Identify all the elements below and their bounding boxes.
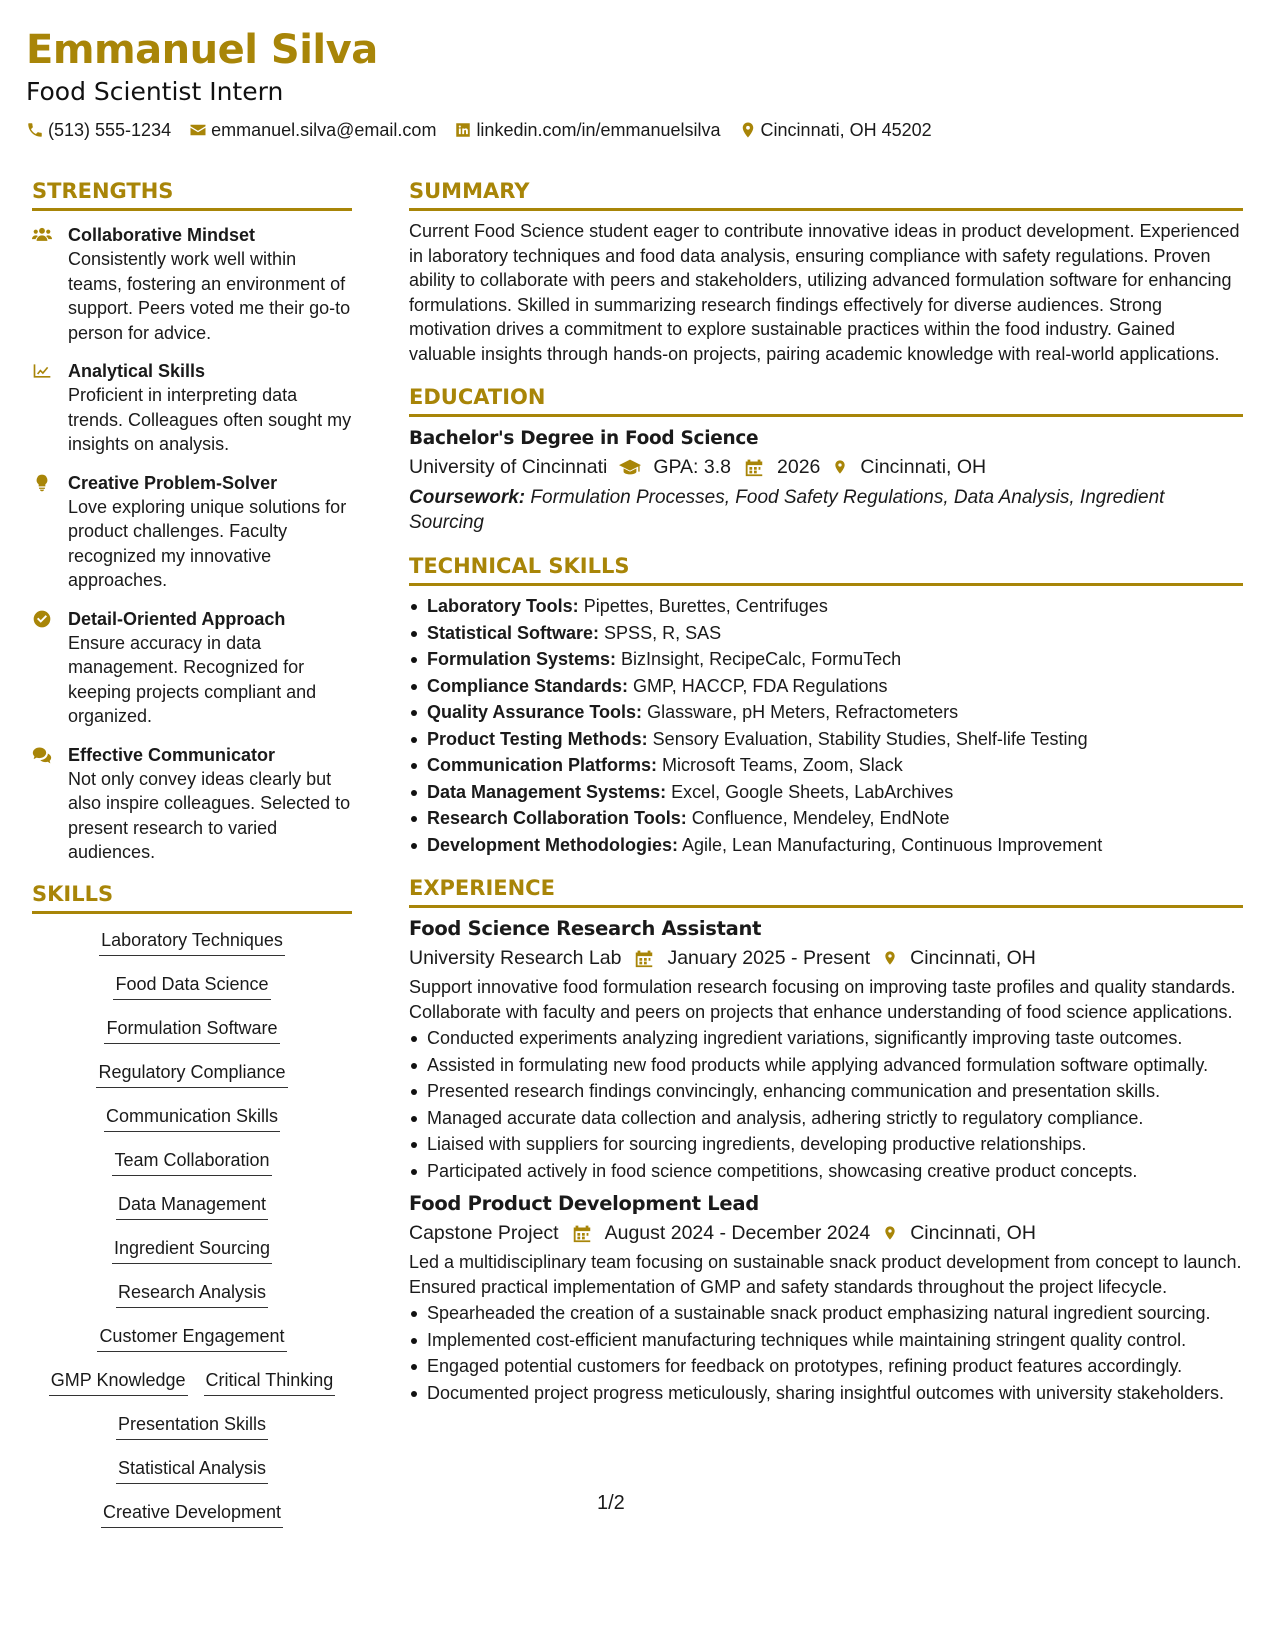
job-description: Support innovative food formulation research focusing on improving taste profiles and quality standards. Collaborate with faculty and peers on projects that enhance understanding of food science applications.	[409, 977, 1236, 1022]
map-pin-icon	[882, 1223, 898, 1243]
map-pin-icon	[739, 121, 757, 139]
calendar-icon	[743, 457, 765, 477]
tech-skill-label: Compliance Standards:	[427, 675, 629, 696]
tech-skill-value: BizInsight, RecipeCalc, FormuTech	[616, 649, 902, 669]
skill-tag: Regulatory Compliance	[96, 1060, 287, 1088]
job-title: Food Product Development Lead	[409, 1192, 759, 1215]
education-meta	[409, 452, 1243, 482]
job-bullets	[409, 1026, 1243, 1183]
linkedin-icon	[454, 121, 472, 139]
strength-title: Effective Communicator	[68, 744, 276, 765]
strength-item	[32, 607, 352, 729]
list-item	[409, 621, 1243, 646]
job-meta	[409, 943, 1243, 973]
contact-bar	[26, 118, 1246, 142]
users-icon	[32, 226, 52, 244]
skill-tag: Communication Skills	[104, 1104, 280, 1132]
tech-skill-value: SPSS, R, SAS	[599, 622, 722, 643]
check-circle-icon	[32, 610, 52, 628]
graduation-cap-icon	[619, 457, 641, 477]
job-meta	[409, 1218, 1243, 1248]
school-name: University of Cincinnati	[409, 456, 608, 478]
left-column	[32, 176, 352, 1544]
strength-desc: Love exploring unique solutions for product challenges. Faculty recognized my innovative approaches.	[68, 496, 347, 590]
experience-list	[409, 915, 1243, 1405]
skill-tag: Research Analysis	[116, 1280, 268, 1308]
skill-tag: Ingredient Sourcing	[112, 1236, 272, 1264]
list-item	[409, 806, 1243, 831]
list-item	[409, 833, 1243, 858]
tech-skill-label: Research Collaboration Tools:	[427, 808, 687, 828]
job-org: University Research Lab	[409, 947, 622, 969]
strength-item	[32, 359, 352, 457]
skill-tag: Team Collaboration	[112, 1148, 271, 1176]
strength-desc: Not only convey ideas clearly but also inspire colleagues. Selected to present research to varied audiences.	[68, 768, 351, 862]
linkedin-link[interactable]: linkedin.com/in/emmanuelsilva	[476, 120, 721, 140]
list-item	[409, 727, 1243, 752]
skill-tag: Statistical Analysis	[116, 1456, 268, 1484]
strength-title: Creative Problem-Solver	[68, 472, 278, 493]
job-org: Capstone Project	[409, 1222, 559, 1244]
skill-tag: Customer Engagement	[97, 1324, 286, 1352]
list-item	[409, 753, 1243, 778]
tech-skill-value: Pipettes, Burettes, Centrifuges	[578, 596, 828, 616]
strength-desc: Consistently work well within teams, fostering an environment of support. Peers voted me their go-to person for advice.	[68, 249, 351, 343]
page-number: 1/2	[597, 1492, 625, 1514]
job-location: Cincinnati, OH	[910, 1222, 1036, 1244]
map-pin-icon	[832, 457, 848, 477]
coursework	[409, 486, 1243, 535]
map-pin-icon	[882, 948, 898, 968]
list-item: Conducted experiments analyzing ingredient variations, significantly improving taste outcomes.	[409, 1026, 1243, 1051]
job-entry	[409, 1190, 1243, 1405]
right-column	[409, 176, 1243, 1407]
email-link[interactable]: emmanuel.silva@email.com	[211, 120, 437, 140]
list-item	[409, 780, 1243, 805]
job-bullets	[409, 1301, 1243, 1405]
strength-title: Analytical Skills	[68, 361, 206, 381]
job-entry	[409, 915, 1243, 1183]
tech-skill-label: Product Testing Methods:	[427, 728, 648, 749]
tech-skill-label: Laboratory Tools:	[427, 596, 579, 616]
calendar-icon	[571, 1223, 593, 1243]
strengths-list	[32, 223, 352, 865]
skill-tag: Data Management	[116, 1192, 268, 1220]
tech-skill-label: Development Methodologies:	[427, 834, 679, 855]
job-location: Cincinnati, OH	[910, 947, 1036, 969]
list-item	[409, 700, 1243, 725]
skills-heading: SKILLS	[32, 879, 352, 914]
list-item: Engaged potential customers for feedback on prototypes, refining product features accordingly.	[409, 1354, 1243, 1379]
calendar-icon	[633, 948, 655, 968]
summary-heading: SUMMARY	[409, 176, 1243, 211]
phone-text: (513) 555-1234	[48, 120, 172, 140]
strength-desc: Proficient in interpreting data trends. Colleagues often sought my insights on analysis.	[68, 385, 352, 454]
list-item: Implemented cost-efficient manufacturing techniques while maintaining stringent quality control.	[409, 1328, 1243, 1353]
contact-email[interactable]	[189, 118, 436, 142]
job-description: Led a multidisciplinary team focusing on sustainable snack product development from concept to launch. Ensured practical implementation of GMP and safety standards throughout the project lifecycle.	[409, 1252, 1242, 1297]
job-dates: January 2025 - Present	[667, 947, 871, 969]
education-heading: EDUCATION	[409, 382, 1243, 417]
technical-skills-heading: TECHNICAL SKILLS	[409, 551, 1243, 586]
skill-tag: Critical Thinking	[204, 1368, 336, 1396]
coursework-list: Formulation Processes, Food Safety Regulations, Data Analysis, Ingredient Sourcing	[409, 487, 1165, 533]
strength-item	[32, 471, 352, 593]
list-item: Presented research findings convincingly, enhancing communication and presentation skills.	[409, 1079, 1243, 1104]
skill-tag: Food Data Science	[113, 972, 270, 1000]
list-item: Assisted in formulating new food products while applying advanced formulation software optimally.	[409, 1053, 1243, 1078]
strength-title: Collaborative Mindset	[68, 225, 256, 245]
list-item: Liaised with suppliers for sourcing ingredients, developing productive relationships.	[409, 1132, 1243, 1157]
phone-icon	[26, 121, 44, 139]
coursework-label: Coursework:	[409, 487, 526, 508]
graduation-year: 2026	[777, 456, 821, 478]
tech-skill-label: Data Management Systems:	[427, 781, 667, 802]
resume-header	[26, 26, 1246, 142]
list-item	[409, 674, 1243, 699]
contact-location	[739, 118, 932, 142]
list-item: Participated actively in food science competitions, showcasing creative product concepts.	[409, 1159, 1243, 1184]
lightbulb-icon	[32, 474, 52, 492]
tech-skill-value: Microsoft Teams, Zoom, Slack	[657, 755, 903, 775]
tech-skill-label: Statistical Software:	[427, 622, 600, 643]
contact-phone	[26, 118, 171, 142]
skill-tag: Laboratory Techniques	[99, 928, 285, 956]
comments-icon	[32, 746, 52, 764]
list-item: Documented project progress meticulously, sharing insightful outcomes with university stakeholders.	[409, 1381, 1243, 1406]
tech-skill-value: Sensory Evaluation, Stability Studies, Shelf-life Testing	[647, 728, 1088, 749]
strength-desc: Ensure accuracy in data management. Recognized for keeping projects compliant and organized.	[68, 632, 317, 726]
tech-skill-value: Confluence, Mendeley, EndNote	[686, 808, 950, 828]
tech-skill-value: GMP, HACCP, FDA Regulations	[628, 675, 888, 696]
strength-item	[32, 743, 352, 865]
candidate-title: Food Scientist Intern	[26, 77, 284, 106]
location-text: Cincinnati, OH 45202	[760, 120, 932, 140]
experience-heading: EXPERIENCE	[409, 873, 1243, 908]
strengths-heading: STRENGTHS	[32, 176, 352, 211]
contact-linkedin[interactable]	[454, 118, 720, 142]
tech-skill-label: Quality Assurance Tools:	[427, 702, 643, 722]
job-dates: August 2024 - December 2024	[604, 1222, 871, 1244]
skill-tag: Formulation Software	[104, 1016, 279, 1044]
skill-tag: GMP Knowledge	[49, 1368, 188, 1396]
job-title: Food Science Research Assistant	[409, 917, 762, 940]
list-item: Spearheaded the creation of a sustainable snack product emphasizing natural ingredient sourcing.	[409, 1301, 1243, 1326]
candidate-name: Emmanuel Silva	[26, 27, 378, 73]
degree-title: Bachelor's Degree in Food Science	[409, 428, 759, 449]
gpa-text: GPA: 3.8	[653, 456, 732, 478]
list-item	[409, 594, 1243, 619]
tech-skill-value: Excel, Google Sheets, LabArchives	[666, 781, 954, 802]
technical-skills-list	[409, 594, 1243, 857]
skills-list	[32, 928, 352, 1544]
tech-skill-value: Agile, Lean Manufacturing, Continuous Improvement	[678, 834, 1103, 855]
tech-skill-label: Communication Platforms:	[427, 755, 658, 775]
list-item	[409, 647, 1243, 672]
school-location: Cincinnati, OH	[860, 456, 987, 478]
envelope-icon	[189, 121, 207, 139]
list-item: Managed accurate data collection and analysis, adhering strictly to regulatory compliance.	[409, 1106, 1243, 1131]
tech-skill-value: Glassware, pH Meters, Refractometers	[642, 702, 959, 722]
chart-line-icon	[32, 362, 52, 380]
strength-item	[32, 223, 352, 345]
skill-tag: Presentation Skills	[116, 1412, 268, 1440]
skill-tag: Creative Development	[101, 1500, 283, 1528]
summary-text: Current Food Science student eager to contribute innovative ideas in product development. Experienced in laboratory techniques and food data analysis, ensuring compliance with safety regulations. Proven ability to collaborate with peers and stakeholders, utilizing advanced formulation software for enhancing formulations. Skilled in summarizing research findings effectively for diverse audiences. Strong motivation drives a commitment to explore sustainable practices within the food industry. Gained valuable insights through hands-on projects, pairing academic knowledge with real-world applications.	[409, 221, 1240, 364]
strength-title: Detail-Oriented Approach	[68, 608, 286, 629]
tech-skill-label: Formulation Systems:	[427, 649, 617, 669]
